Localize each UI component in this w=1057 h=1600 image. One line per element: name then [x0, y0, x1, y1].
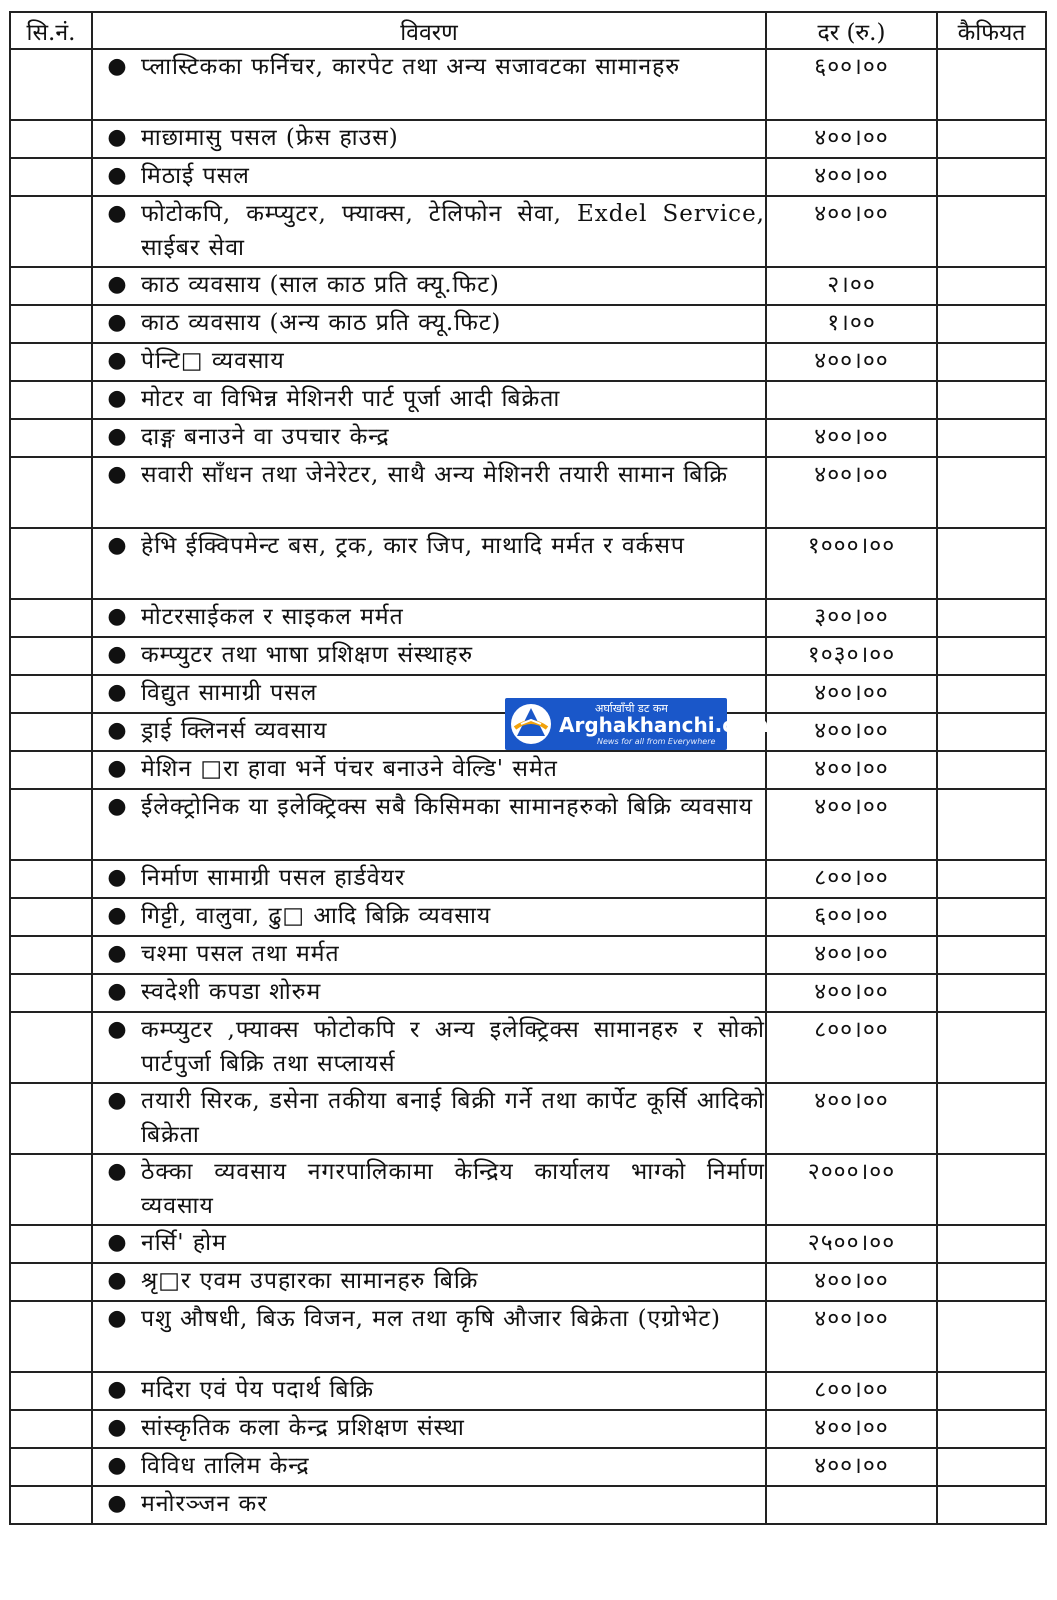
list-item [93, 899, 765, 933]
description-text: निर्माण सामाग्री पसल हार्डवेयर [141, 865, 406, 891]
table-row [10, 860, 1046, 898]
bullet-icon: ● [107, 1159, 127, 1184]
table-row [10, 936, 1046, 974]
bullet-icon: ● [107, 1415, 127, 1440]
rate-cell: ४००।०० [766, 158, 937, 196]
watermark-logo [505, 698, 769, 750]
serial-cell [10, 343, 92, 381]
table-row [10, 599, 1046, 637]
description-text: मोटर वा विभिन्न मेशिनरी पार्ट पूर्जा आदी बिक्रेता [141, 386, 561, 412]
list-item [93, 458, 765, 492]
rate-cell: ४००।०० [766, 120, 937, 158]
bullet-icon: ● [107, 163, 127, 188]
list-item [93, 638, 765, 672]
rate-cell: ४००।०० [766, 457, 937, 528]
remarks-cell [937, 860, 1046, 898]
remarks-cell [937, 158, 1046, 196]
table-row [10, 1012, 1046, 1083]
description-text: मिठाई पसल [141, 163, 250, 189]
rate-cell: ४००।०० [766, 974, 937, 1012]
serial-cell [10, 120, 92, 158]
description-text: पशु औषधी, बिऊ विजन, मल तथा कृषि औजार बिक्रेता (एग्रोभेट) [141, 1306, 721, 1332]
description-text: सांस्कृतिक कला केन्द्र प्रशिक्षण संस्था [141, 1415, 465, 1441]
description-text: पेन्टि□ व्यवसाय [141, 348, 285, 374]
list-item [93, 600, 765, 634]
bullet-icon: ● [107, 272, 127, 297]
remarks-cell [937, 675, 1046, 713]
description-text: श्रृ□र एवम उपहारका सामानहरु बिक्रि [141, 1268, 479, 1294]
arghakhanchi-logo-icon [509, 702, 553, 746]
table-row [10, 974, 1046, 1012]
description-cell [92, 528, 766, 599]
description-text: स्वदेशी कपडा शोरुम [141, 979, 322, 1005]
description-cell [92, 158, 766, 196]
list-item [93, 1373, 765, 1407]
serial-cell [10, 637, 92, 675]
remarks-cell [937, 974, 1046, 1012]
description-cell [92, 381, 766, 419]
remarks-cell [937, 1083, 1046, 1154]
list-item [93, 420, 765, 454]
bullet-icon: ● [107, 533, 127, 558]
bullet-icon: ● [107, 718, 127, 743]
description-cell [92, 343, 766, 381]
bullet-icon: ● [107, 310, 127, 335]
description-cell [92, 637, 766, 675]
remarks-cell [937, 381, 1046, 419]
remarks-cell [937, 305, 1046, 343]
table-row [10, 1372, 1046, 1410]
bullet-icon: ● [107, 1088, 127, 1113]
serial-cell [10, 1154, 92, 1225]
list-item [93, 1411, 765, 1445]
rate-cell: ४००।०० [766, 1448, 937, 1486]
bullet-icon: ● [107, 348, 127, 373]
description-text: गिट्टी, वालुवा, ढु□ आदि बिक्रि व्यवसाय [141, 903, 492, 929]
list-item [93, 306, 765, 340]
list-item [93, 1084, 765, 1152]
remarks-cell [937, 1301, 1046, 1372]
table-row [10, 1448, 1046, 1486]
remarks-cell [937, 1012, 1046, 1083]
description-text: माछामासु पसल (फ्रेस हाउस) [141, 125, 399, 151]
remarks-cell [937, 599, 1046, 637]
bullet-icon: ● [107, 386, 127, 411]
table-row [10, 751, 1046, 789]
table-row [10, 196, 1046, 267]
description-cell [92, 196, 766, 267]
list-item [93, 382, 765, 416]
serial-cell [10, 1012, 92, 1083]
list-item [93, 1487, 765, 1521]
rate-cell: ८००।०० [766, 860, 937, 898]
table-row [10, 457, 1046, 528]
list-item [93, 197, 765, 265]
remarks-cell [937, 120, 1046, 158]
list-item [93, 159, 765, 193]
description-cell [92, 457, 766, 528]
rate-cell: ४००।०० [766, 1263, 937, 1301]
bullet-icon: ● [107, 54, 127, 79]
header-rate: दर (रु.) [766, 12, 937, 49]
serial-cell [10, 381, 92, 419]
description-text: कम्प्युटर ,फ्याक्स फोटोकपि र अन्य इलेक्ट्रिक्स सामानहरु र सोको पार्टपुर्जा बिक्रि तथा सप्लायर्स [141, 1017, 765, 1077]
description-text: दाङ्ग बनाउने वा उपचार केन्द्र [141, 424, 390, 450]
list-item [93, 975, 765, 1009]
description-text: मनोरञ्जन कर [141, 1491, 268, 1517]
bullet-icon: ● [107, 424, 127, 449]
bullet-icon: ● [107, 979, 127, 1004]
serial-cell [10, 305, 92, 343]
table-row [10, 381, 1046, 419]
remarks-cell [937, 1448, 1046, 1486]
bullet-icon: ● [107, 125, 127, 150]
bullet-icon: ● [107, 1268, 127, 1293]
bullet-icon: ● [107, 794, 127, 819]
table-row [10, 1225, 1046, 1263]
description-cell [92, 1301, 766, 1372]
rate-cell: १०३०।०० [766, 637, 937, 675]
description-text: ठेक्का व्यवसाय नगरपालिकामा केन्द्रिय कार्यालय भाग्को निर्माण व्यवसाय [141, 1159, 765, 1219]
serial-cell [10, 1410, 92, 1448]
serial-cell [10, 49, 92, 120]
rate-cell: ४००।०० [766, 1083, 937, 1154]
remarks-cell [937, 898, 1046, 936]
description-text: ड्राई क्लिनर्स व्यवसाय [141, 718, 328, 744]
serial-cell [10, 267, 92, 305]
table-row [10, 49, 1046, 120]
bullet-icon: ● [107, 1230, 127, 1255]
table-row [10, 1486, 1046, 1524]
rate-cell: ४००।०० [766, 1301, 937, 1372]
rate-table [9, 11, 1047, 1525]
rate-cell [766, 381, 937, 419]
serial-cell [10, 1486, 92, 1524]
remarks-cell [937, 1154, 1046, 1225]
description-cell [92, 936, 766, 974]
description-cell [92, 267, 766, 305]
rate-cell: ८००।०० [766, 1012, 937, 1083]
bullet-icon: ● [107, 201, 127, 226]
rate-cell: ६००।०० [766, 898, 937, 936]
description-cell [92, 1448, 766, 1486]
remarks-cell [937, 936, 1046, 974]
bullet-icon: ● [107, 1017, 127, 1042]
serial-cell [10, 713, 92, 751]
serial-cell [10, 1263, 92, 1301]
bullet-icon: ● [107, 1377, 127, 1402]
remarks-cell [937, 751, 1046, 789]
list-item [93, 1013, 765, 1081]
rate-cell: ६००।०० [766, 49, 937, 120]
watermark-site-name: Arghakhanchi.com [559, 713, 769, 737]
description-text: मोटरसाईकल र साइकल मर्मत [141, 604, 404, 630]
rate-cell: २०००।०० [766, 1154, 937, 1225]
remarks-cell [937, 1486, 1046, 1524]
rate-cell: ८००।०० [766, 1372, 937, 1410]
description-cell [92, 49, 766, 120]
rate-cell: २।०० [766, 267, 937, 305]
list-item [93, 937, 765, 971]
serial-cell [10, 1372, 92, 1410]
table-row [10, 343, 1046, 381]
description-cell [92, 120, 766, 158]
list-item [93, 1155, 765, 1223]
description-text: तयारी सिरक, डसेना तकीया बनाई बिक्री गर्ने तथा कार्पेट कूर्सि आदिको बिक्रेता [141, 1088, 765, 1148]
description-text: कम्प्युटर तथा भाषा प्रशिक्षण संस्थाहरु [141, 642, 474, 668]
rate-cell: १०००।०० [766, 528, 937, 599]
bullet-icon: ● [107, 865, 127, 890]
rate-cell: ४००।०० [766, 343, 937, 381]
rate-cell: ४००।०० [766, 713, 937, 751]
list-item [93, 268, 765, 302]
remarks-cell [937, 49, 1046, 120]
rate-cell [766, 1486, 937, 1524]
list-item [93, 1226, 765, 1260]
table-row [10, 637, 1046, 675]
rate-cell: ३००।०० [766, 599, 937, 637]
rate-cell: २५००।०० [766, 1225, 937, 1263]
serial-cell [10, 419, 92, 457]
list-item [93, 529, 765, 563]
serial-cell [10, 789, 92, 860]
description-cell [92, 789, 766, 860]
remarks-cell [937, 457, 1046, 528]
remarks-cell [937, 1225, 1046, 1263]
description-cell [92, 898, 766, 936]
serial-cell [10, 936, 92, 974]
table-row [10, 158, 1046, 196]
bullet-icon: ● [107, 1491, 127, 1516]
table-row [10, 267, 1046, 305]
serial-cell [10, 528, 92, 599]
header-description: विवरण [92, 12, 766, 49]
rate-cell: ४००।०० [766, 1410, 937, 1448]
list-item [93, 1449, 765, 1483]
table-row [10, 305, 1046, 343]
remarks-cell [937, 528, 1046, 599]
serial-cell [10, 1301, 92, 1372]
bullet-icon: ● [107, 941, 127, 966]
remarks-cell [937, 637, 1046, 675]
description-cell [92, 419, 766, 457]
serial-cell [10, 860, 92, 898]
header-remarks: कैफियत [937, 12, 1046, 49]
table-row [10, 1410, 1046, 1448]
list-item [93, 752, 765, 786]
description-text: फोटोकपि, कम्प्युटर, फ्याक्स, टेलिफोन सेवा, Exdel Service, साईबर सेवा [141, 201, 765, 261]
serial-cell [10, 158, 92, 196]
description-text: मदिरा एवं पेय पदार्थ बिक्रि [141, 1377, 375, 1403]
list-item [93, 790, 765, 824]
description-cell [92, 1012, 766, 1083]
description-cell [92, 1372, 766, 1410]
list-item [93, 1264, 765, 1298]
description-text: काठ व्यवसाय (अन्य काठ प्रति क्यू.फिट) [141, 310, 502, 336]
bullet-icon: ● [107, 604, 127, 629]
list-item [93, 861, 765, 895]
remarks-cell [937, 713, 1046, 751]
serial-cell [10, 599, 92, 637]
description-cell [92, 860, 766, 898]
table-row [10, 120, 1046, 158]
description-text: प्लास्टिकका फर्निचर, कारपेट तथा अन्य सजावटका सामानहरु [141, 54, 681, 80]
description-text: ईलेक्ट्रोनिक या इलेक्ट्रिक्स सबै किसिमका सामानहरुको बिक्रि व्यवसाय [141, 794, 754, 820]
description-text: सवारी साँधन तथा जेनेरेटर, साथै अन्य मेशिनरी तयारी सामान बिक्रि [141, 462, 729, 488]
description-cell [92, 974, 766, 1012]
rate-cell: ४००।०० [766, 936, 937, 974]
description-cell [92, 599, 766, 637]
description-cell [92, 751, 766, 789]
list-item [93, 1302, 765, 1336]
remarks-cell [937, 419, 1046, 457]
rate-cell: ४००।०० [766, 751, 937, 789]
description-cell [92, 1154, 766, 1225]
description-text: मेशिन □रा हावा भर्ने पंचर बनाउने वेल्डि' समेत [141, 756, 558, 782]
description-cell [92, 1263, 766, 1301]
rate-cell: ४००।०० [766, 419, 937, 457]
remarks-cell [937, 196, 1046, 267]
table-row [10, 1301, 1046, 1372]
description-text: चश्मा पसल तथा मर्मत [141, 941, 340, 967]
header-row [10, 12, 1046, 49]
table-row [10, 528, 1046, 599]
rate-cell: ४००।०० [766, 675, 937, 713]
bullet-icon: ● [107, 1453, 127, 1478]
description-cell [92, 1083, 766, 1154]
bullet-icon: ● [107, 903, 127, 928]
rate-cell: ४००।०० [766, 196, 937, 267]
serial-cell [10, 1448, 92, 1486]
description-text: काठ व्यवसाय (साल काठ प्रति क्यू.फिट) [141, 272, 500, 298]
remarks-cell [937, 1410, 1046, 1448]
serial-cell [10, 196, 92, 267]
bullet-icon: ● [107, 462, 127, 487]
serial-cell [10, 898, 92, 936]
description-cell [92, 1225, 766, 1263]
bullet-icon: ● [107, 642, 127, 667]
watermark-tagline: News for all from Everywhere [597, 737, 716, 746]
list-item [93, 344, 765, 378]
serial-cell [10, 1083, 92, 1154]
table-row [10, 789, 1046, 860]
remarks-cell [937, 1263, 1046, 1301]
table-row [10, 1263, 1046, 1301]
serial-cell [10, 457, 92, 528]
description-cell [92, 305, 766, 343]
table-row [10, 1154, 1046, 1225]
serial-cell [10, 974, 92, 1012]
description-cell [92, 1410, 766, 1448]
bullet-icon: ● [107, 680, 127, 705]
remarks-cell [937, 267, 1046, 305]
description-text: विविध तालिम केन्द्र [141, 1453, 310, 1479]
serial-cell [10, 751, 92, 789]
rate-cell: १।०० [766, 305, 937, 343]
watermark-nepali-text: अर्घाखाँची डट कम [595, 702, 668, 715]
table-row [10, 419, 1046, 457]
description-text: नर्सि' होम [141, 1230, 227, 1256]
table-row [10, 898, 1046, 936]
table-row [10, 1083, 1046, 1154]
serial-cell [10, 1225, 92, 1263]
list-item [93, 50, 765, 84]
bullet-icon: ● [107, 756, 127, 781]
remarks-cell [937, 789, 1046, 860]
bullet-icon: ● [107, 1306, 127, 1331]
description-text: हेभि ईक्विपमेन्ट बस, ट्रक, कार जिप, माथादि मर्मत र वर्कसप [141, 533, 685, 559]
list-item [93, 121, 765, 155]
serial-cell [10, 675, 92, 713]
remarks-cell [937, 1372, 1046, 1410]
description-text: विद्युत सामाग्री पसल [141, 680, 318, 706]
header-serial-number: सि.नं. [10, 12, 92, 49]
rate-cell: ४००।०० [766, 789, 937, 860]
remarks-cell [937, 343, 1046, 381]
description-cell [92, 1486, 766, 1524]
